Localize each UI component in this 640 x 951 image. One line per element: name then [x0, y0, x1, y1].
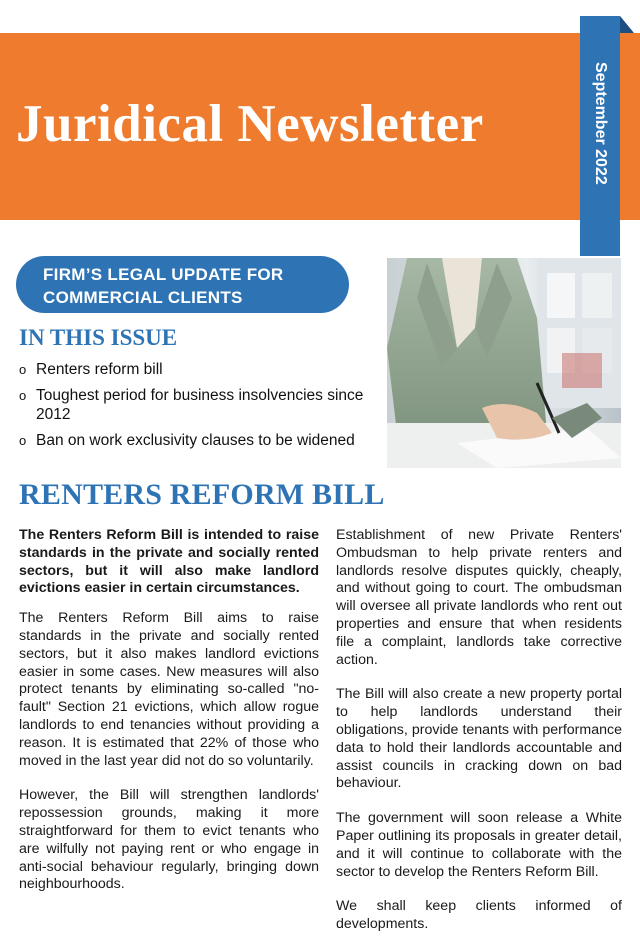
businesswoman-signing-photo — [387, 258, 621, 468]
date-ribbon — [580, 16, 620, 256]
article-paragraph: We shall keep clients informed of developments. — [336, 898, 622, 933]
article-paragraph: The Renters Reform Bill aims to raise standards in the private and socially rented sectors, but it also makes landlord evictions easier in some cases. New measures will also protect tenants by eliminating so-called "no-fault" Section 21 evictions, which allow rogue landlords to end tenancies without providing a reason. It is estimated that 22% of those who moved in the last year did not do so voluntarily. — [19, 610, 319, 769]
photo-illustration — [387, 258, 621, 468]
issue-item: o Renters reform bill — [19, 360, 384, 379]
article-paragraph: The government will soon release a White Paper outlining its proposals in greater detail, and it will continue to collaborate with the sector to develop the Renters Reform Bill. — [336, 810, 622, 880]
in-this-issue-heading: IN THIS ISSUE — [19, 325, 178, 350]
article-paragraph: Establishment of new Private Renters' Ombudsman to help private renters and landlords resolve disputes quickly, cheaply, and without going to court. The ombudsman will oversee all private landlords who rent out properties and ensure that when residents file a complaint, landlords take corrective action. — [336, 527, 622, 668]
article-heading: RENTERS REFORM BILL — [19, 478, 385, 511]
article-left-column — [19, 527, 319, 911]
article-paragraph: However, the Bill will strengthen landlords' repossession grounds, making it more straightforward for them to evict tenants who are wilfully not paying rent or who engage in anti-social behaviour regularly, bringing down neighbourhoods. — [19, 787, 319, 893]
article-paragraph: The Bill will also create a new property portal to help landlords understand their obligations, provide tenants with performance data to hold their landlords accountable and assist councils in cracking down on bad behaviour. — [336, 686, 622, 792]
issue-item: o Toughest period for business insolvencies since 2012 — [19, 386, 384, 424]
article-lead: The Renters Reform Bill is intended to raise standards in the private and socially rented sectors, but it will also make landlord evictions easier in certain circumstances. — [19, 527, 319, 597]
issue-item: o Ban on work exclusivity clauses to be widened — [19, 431, 384, 450]
legal-update-pill: FIRM’S LEGAL UPDATE FOR COMMERCIAL CLIENTS — [16, 256, 349, 313]
newsletter-title: Juridical Newsletter — [16, 95, 484, 153]
article-right-column — [336, 527, 622, 951]
issue-date: September 2022 — [592, 62, 609, 185]
issue-list — [19, 360, 384, 457]
